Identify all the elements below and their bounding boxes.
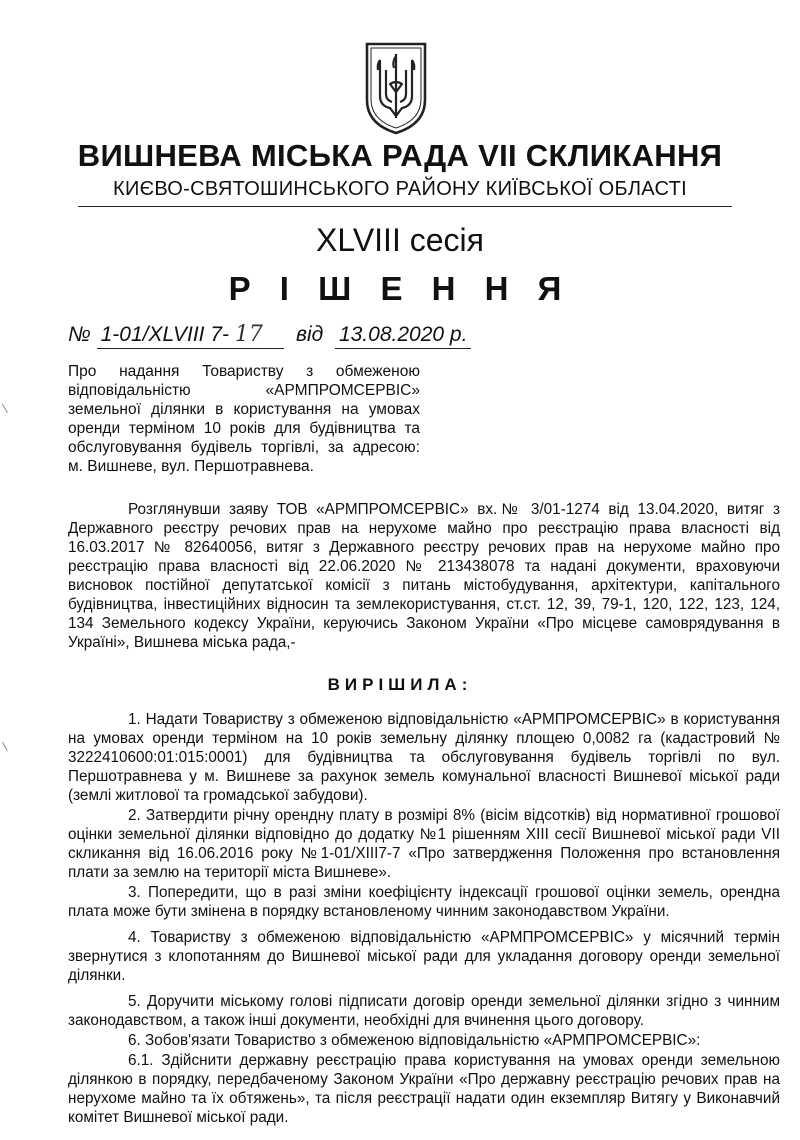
preamble xyxy=(68,500,780,652)
decision-date: 13.08.2020 р. xyxy=(335,323,471,349)
preamble-paragraph: Розглянувши заяву ТОВ «АРМПРОМСЕРВІС» вх.№ 3/01-1274 від 13.04.2020, витяг з Державного реєстру речових прав на нерухоме майно про реєстрацію права власності від 16.03.2017 № 82640056, витяг з Державного реєстру речових прав на нерухоме майно про реєстрацію права власності від 22.06.2020 № 213438078 та надані документи, враховуючи висновок постійної депутатської комісії з питань містобудування, архітектури, капітального будівництва, інвестиційних відносин та землекористування, ст.ст. 12, 39, 79-1, 120, 122, 123, 124, 134 Земельного кодексу України, керуючись Законом України «Про місцеве самоврядування в Україні», Вишнева міська рада,- xyxy=(68,501,780,651)
decision-number-line xyxy=(68,322,471,349)
resolution-item: 3. Попередити, що в разі зміни коефіцієнту індексації грошової оцінки земель, орендна плата може бути змінена в порядку встановленому чинним законодавством України. xyxy=(68,884,780,920)
decision-subject: Про надання Товариству з обмеженою відповідальністю «АРМПРОМСЕРВІС» земельної ділянки в користування на умовах оренди терміном 10 років для будівництва та обслуговування будівель торгівлі, за адресою: м. Вишневе, вул. Першотравнева. xyxy=(68,363,420,475)
resolved-heading: ВИРІШИЛА: xyxy=(327,675,473,694)
number-label: № xyxy=(68,323,91,346)
scan-edge-mark xyxy=(2,739,13,751)
header-divider xyxy=(78,206,732,207)
year-suffix: р. xyxy=(449,323,468,346)
resolution-item: 2. Затвердити річну орендну плату в розмірі 8% (вісім відсотків) від нормативної грошової оцінки земельної ділянки відповідно до додатку №1 рішенням XIII сесії Вишневої міської ради VII скликання від 16.06.2016 року №1-01/XIII7-7 «Про затвердження Положення про встановлення плати за землю на території міста Вишневе». xyxy=(68,807,780,881)
trident-coat-of-arms-icon xyxy=(363,40,429,136)
resolution-item: 4. Товариству з обмеженою відповідальністю «АРМПРОМСЕРВІС» у місячний термін звернутися з клопотанням до Вишневої міської ради для укладання договору оренди земельної ділянки. xyxy=(68,929,780,984)
resolution-item: 6. Зобов'язати Товариство з обмеженою відповідальністю «АРМПРОМСЕРВІС»: xyxy=(128,1032,701,1049)
resolution-item: 6.1. Здійснити державну реєстрацію права користування на умовах оренди земельною ділянкою в порядку, передбаченому Законом України «Про державну реєстрацію речових прав на нерухоме майно та їх обтяжень», та після реєстрації надати один екземпляр Витягу у Виконавчий комітет Вишневої міської ради. xyxy=(68,1052,780,1126)
resolution-item: 1. Надати Товариству з обмеженою відповідальністю «АРМПРОМСЕРВІС» в користування на умовах оренди терміном на 10 років земельну ділянку площею 0,0082 га (кадастровий № 3222410600:01:015:0001) для будівництва та обслуговування будівель торгівлі по вул. Першотравнева у м. Вишневе за рахунок земель комунальної власності Вишневої міської ради (землі житлової та громадської забудови). xyxy=(68,711,780,804)
decision-number xyxy=(97,322,285,349)
resolution-item: 5. Доручити міському голові підписати договір оренди земельної ділянки згідно з чинним законодавством, а також інші документи, необхідні для вчинення цього договору. xyxy=(68,993,780,1029)
scan-edge-mark xyxy=(2,401,13,413)
session-title: XLVIII сесія xyxy=(316,222,484,258)
decision-number-handwritten: 17 xyxy=(234,322,263,347)
resolution-items xyxy=(68,710,780,1128)
council-title: ВИШНЕВА МІСЬКА РАДА VII СКЛИКАННЯ xyxy=(77,138,723,173)
decision-number-printed: 1-01/XLVIII 7- xyxy=(100,323,230,346)
council-subtitle: КИЄВО-СВЯТОШИНСЬКОГО РАЙОНУ КИЇВСЬКОЇ ОБЛАСТІ xyxy=(113,178,687,200)
decision-heading: Р І Ш Е Н Н Я xyxy=(228,270,572,307)
date-label: від xyxy=(296,323,324,346)
